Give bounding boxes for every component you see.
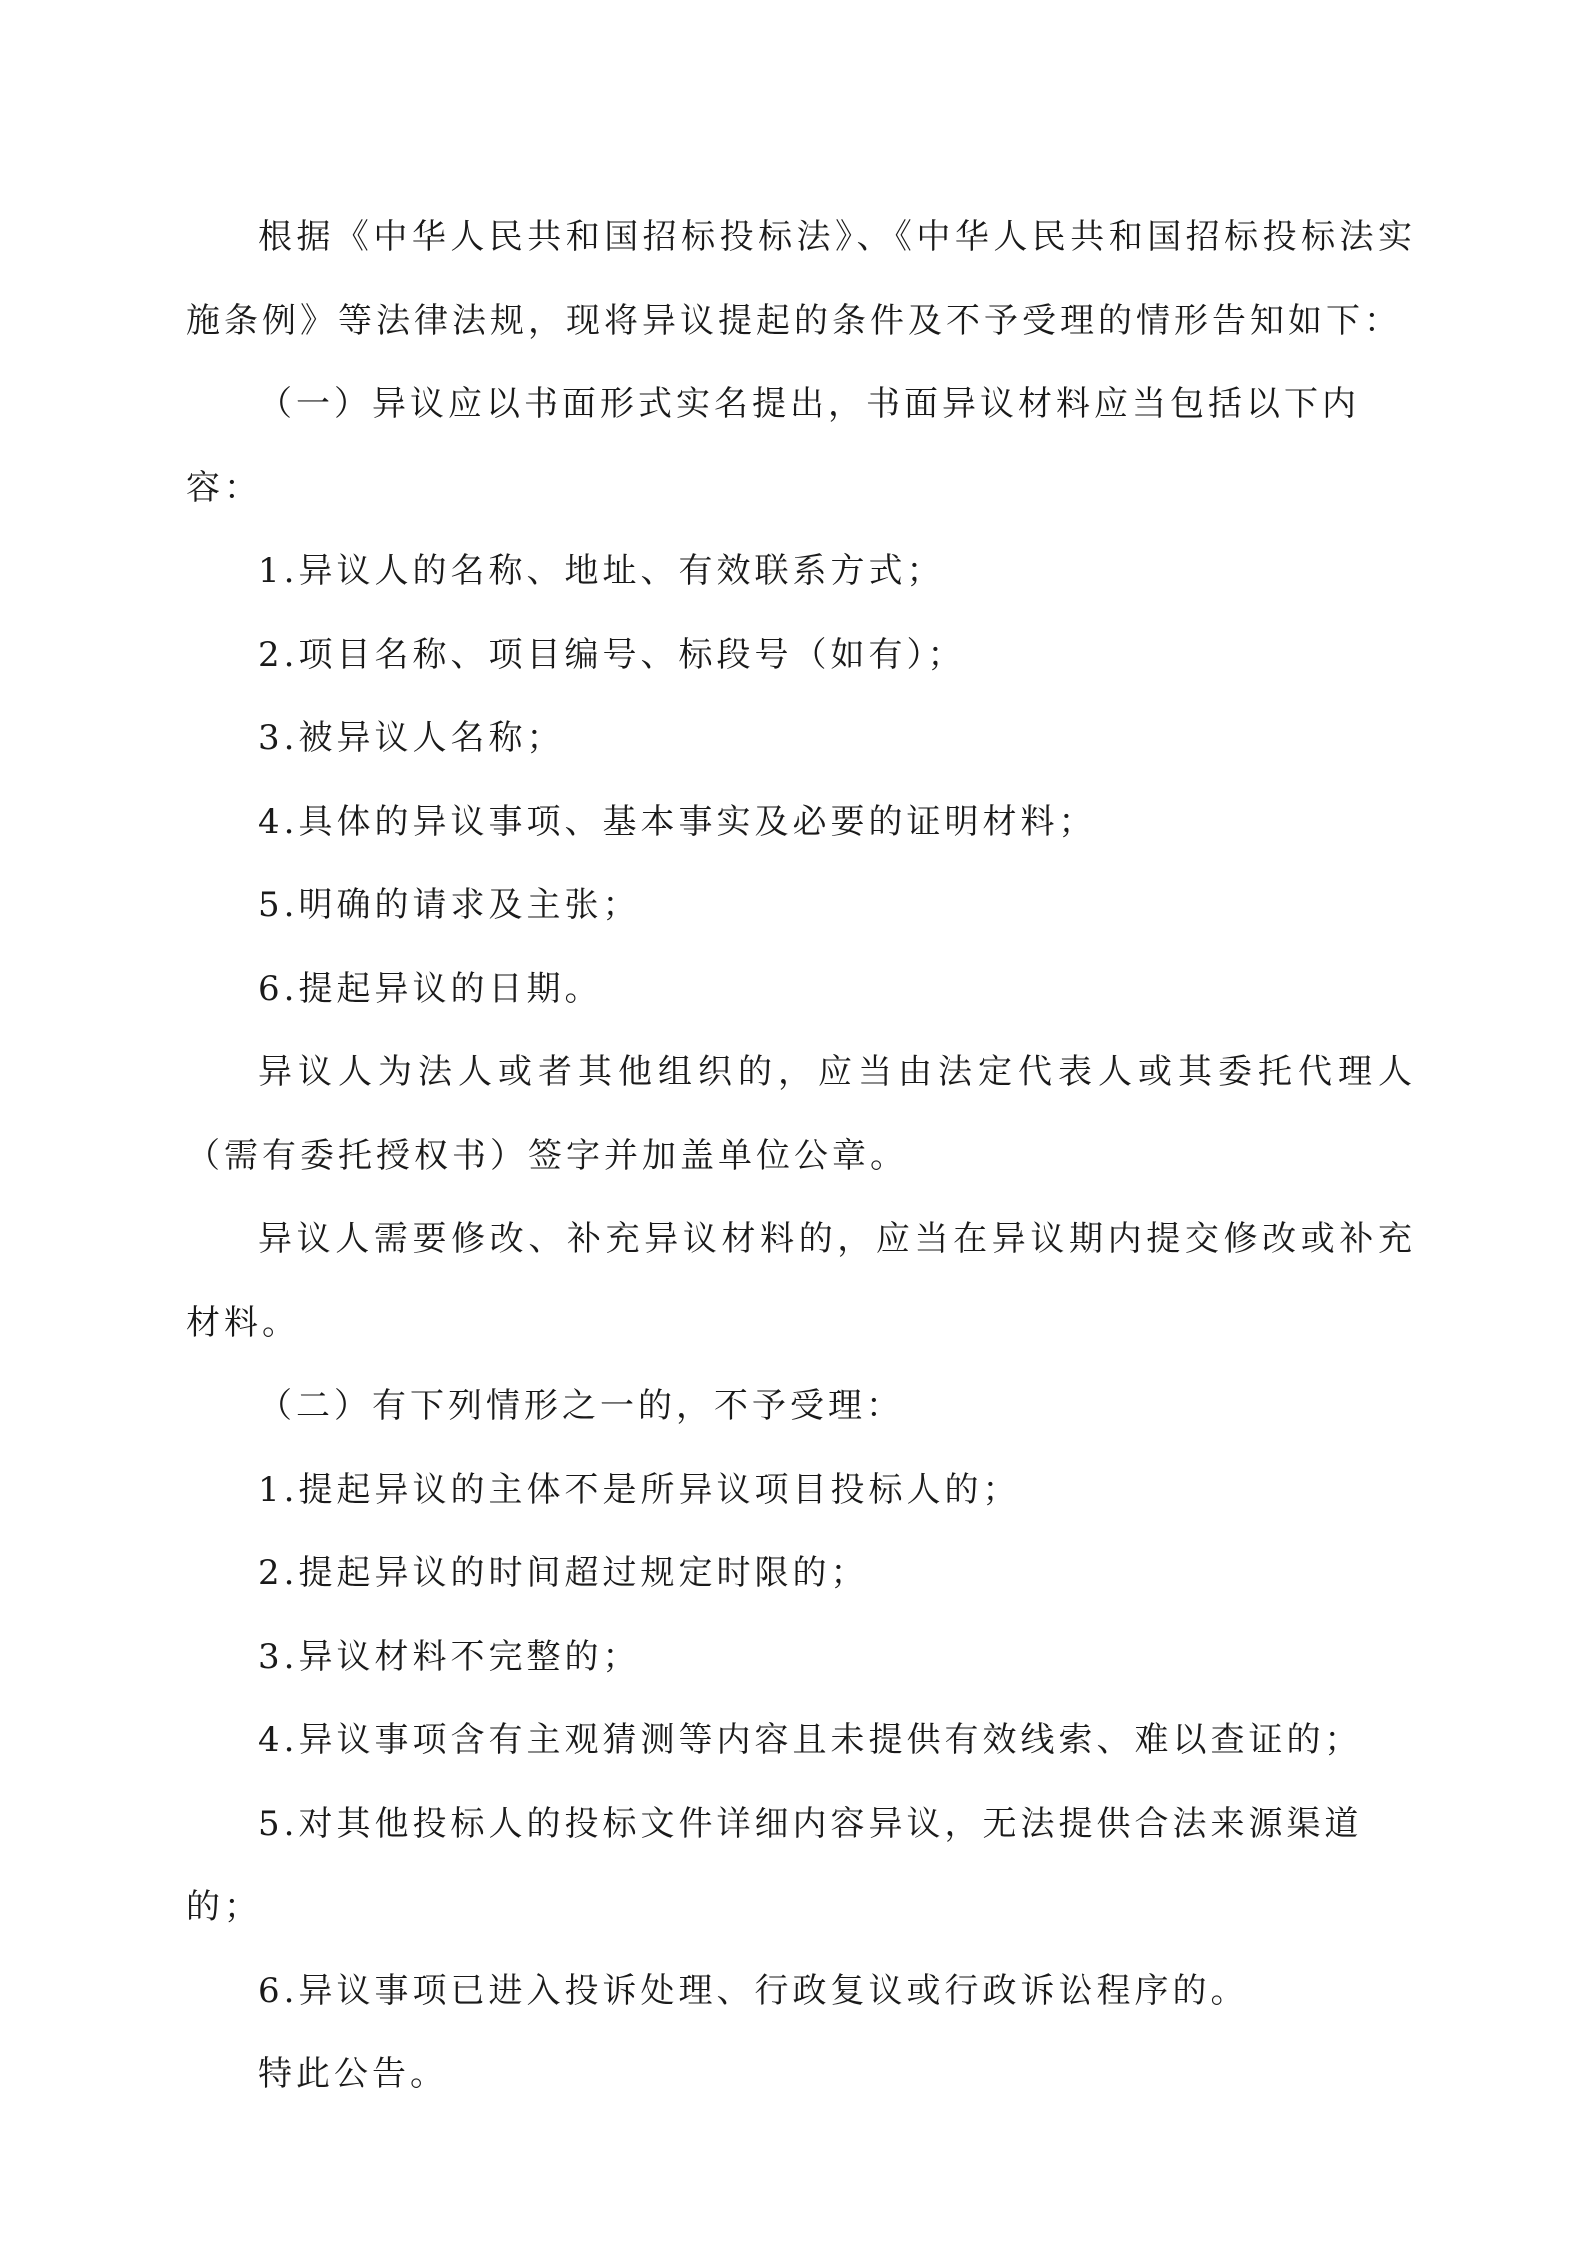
section1-item: 5.明确的请求及主张；	[258, 885, 641, 925]
section2-item: 5.对其他投标人的投标文件详细内容异议，无法提供合法来源渠道的；	[186, 1803, 1363, 1927]
intro-paragraph: 根据《中华人民共和国招标投标法》、《中华人民共和国招标投标法实施条例》等法律法规，现将异议提起的条件及不予受理的情形告知如下：	[186, 217, 1416, 341]
section2-item: 2.提起异议的时间超过规定时限的；	[258, 1553, 869, 1593]
section2-item: 1.提起异议的主体不是所异议项目投标人的；	[258, 1469, 1021, 1510]
section2-item: 6.异议事项已进入投诉处理、行政复议或行政诉讼程序的。	[258, 1970, 1249, 2011]
document-body	[186, 196, 1416, 2117]
section2-item: 3.异议材料不完整的；	[258, 1636, 641, 1677]
section1-note-amendment: 异议人需要修改、补充异议材料的，应当在异议期内提交修改或补充材料。	[186, 1219, 1416, 1343]
section2-heading: （二）有下列情形之一的，不予受理：	[258, 1386, 904, 1426]
section1-heading: （一）异议应以书面形式实名提出，书面异议材料应当包括以下内容：	[186, 384, 1360, 508]
section1-item: 1.异议人的名称、地址、有效联系方式；	[258, 551, 945, 591]
section1-item: 6.提起异议的日期。	[258, 968, 603, 1009]
section1-note-signature: 异议人为法人或者其他组织的，应当由法定代表人或其委托代理人（需有委托授权书）签字并加盖单位公章。	[186, 1052, 1416, 1176]
section1-item: 2.项目名称、项目编号、标段号（如有）；	[258, 634, 966, 675]
section1-item: 4.具体的异议事项、基本事实及必要的证明材料；	[258, 801, 1097, 842]
section2-item: 4.异议事项含有主观猜测等内容且未提供有效线索、难以查证的；	[258, 1720, 1363, 1760]
closing-statement: 特此公告。	[258, 2054, 448, 2094]
section1-item: 3.被异议人名称；	[258, 718, 565, 758]
